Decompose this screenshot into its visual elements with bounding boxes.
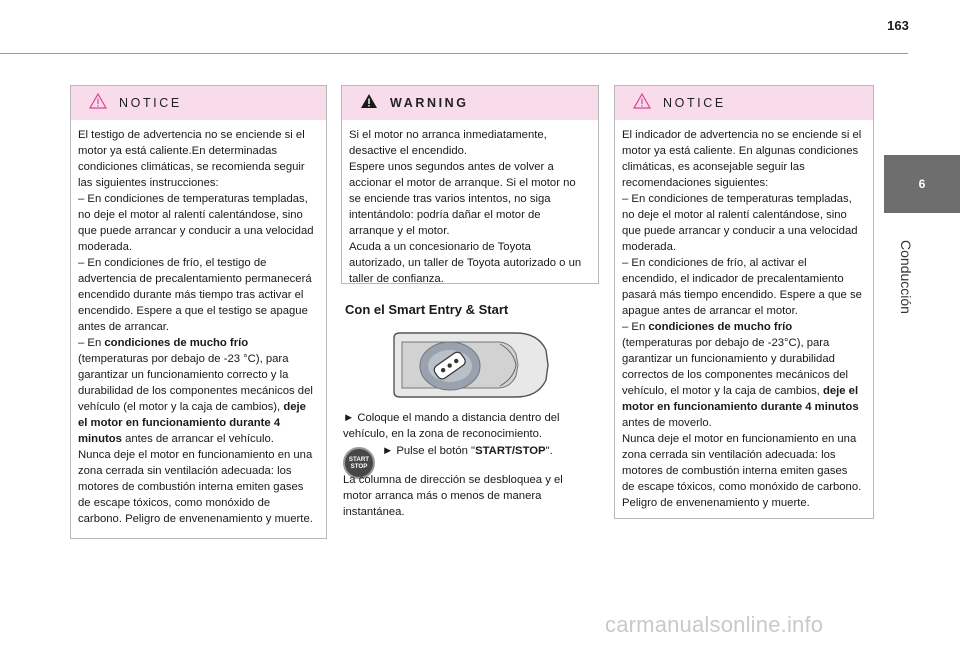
notice-title: NOTICE xyxy=(119,96,182,110)
instruction-result: La columna de dirección se desbloquea y el motor arranca más o menos de manera instantánea. xyxy=(343,474,563,518)
warning-text xyxy=(342,120,598,295)
instruction-press-button: ► Pulse el botón "START/STOP". xyxy=(382,445,553,457)
notice-header xyxy=(71,86,326,120)
warning-header xyxy=(342,86,598,120)
paragraph: – En condiciones de frío, al activar el encendido, el indicador de precalentamiento pasará más tiempo encendido. Espere a que se apague antes de arrancar el motor. xyxy=(622,257,862,317)
notice-box-left xyxy=(70,85,327,539)
chapter-number: 6 xyxy=(918,177,926,191)
notice-box-right xyxy=(614,85,874,519)
notice-header xyxy=(615,86,873,120)
notice-title: NOTICE xyxy=(663,96,726,110)
paragraph: – En condiciones de temperaturas templadas, no deje el motor al ralentí calentándose, sino que puede arrancar y conducir a una velocidad moderada. xyxy=(622,193,858,253)
page-number: 163 xyxy=(887,18,909,33)
paragraph: Nunca deje el motor en funcionamiento en una zona cerrada sin ventilación adecuada: los motores de combustión interna emiten gases de escape tóxicos, como monóxido de carbono. Peligro de envenenamiento y muerte. xyxy=(622,433,862,509)
start-stop-button-icon: START STOP xyxy=(343,447,375,479)
instruction-place-key: ► Coloque el mando a distancia dentro del vehículo, en la zona de reconocimiento. xyxy=(343,412,560,440)
paragraph: – En condiciones de mucho frío (temperaturas por debajo de -23°C), para garantizar un funcionamiento y durabilidad correctos de los componentes mecánicos del vehículo, el motor y la caja de cambios, deje el motor en funcionamiento durante 4 minutos antes de moverlo. xyxy=(622,321,859,429)
chapter-label: Conducción xyxy=(898,240,914,314)
warning-box xyxy=(341,85,599,284)
warning-triangle-icon xyxy=(89,93,107,114)
section-title: Con el Smart Entry & Start xyxy=(345,302,509,317)
warning-triangle-icon xyxy=(360,93,378,114)
warning-triangle-icon xyxy=(633,93,651,114)
paragraph: Espere unos segundos antes de volver a accionar el motor de arranque. Si el motor no se enciende tras varios intentos, no siga intentándolo: podría dañar el motor de arranque y el motor. xyxy=(349,161,576,237)
paragraph: Si el motor no arranca inmediatamente, desactive el encendido. xyxy=(349,129,547,157)
notice-text xyxy=(71,120,326,535)
chapter-tab[interactable] xyxy=(884,155,960,213)
paragraph: El testigo de advertencia no se enciende si el motor ya está caliente.En determinadas condiciones climáticas, se recomienda seguir las siguientes instrucciones: xyxy=(78,129,305,189)
paragraph: Nunca deje el motor en funcionamiento en una zona cerrada sin ventilación adecuada: los motores de combustión interna emiten gases de escape tóxicos, como monóxido de carbono. Peligro de envenenamiento y muerte. xyxy=(78,449,313,525)
top-divider xyxy=(0,53,908,54)
car-key-zone-illustration xyxy=(388,330,550,400)
paragraph: – En condiciones de mucho frío (temperaturas por debajo de -23 °C), para garantizar un funcionamiento correcto y la durabilidad de los componentes mecánicos del vehículo (el motor y la caja de cambios), deje el motor en funcionamiento durante 4 minutos antes de arrancar el vehículo. xyxy=(78,337,313,445)
paragraph: – En condiciones de temperaturas templadas, no deje el motor al ralentí calentándose, sino que puede arrancar y conducir a una velocidad moderada. xyxy=(78,193,314,253)
warning-title: WARNING xyxy=(390,96,469,110)
paragraph: Acuda a un concesionario de Toyota autorizado, un taller de Toyota autorizado o un taller de confianza. xyxy=(349,241,582,285)
notice-text xyxy=(615,120,873,519)
paragraph: – En condiciones de frío, el testigo de advertencia de precalentamiento permanecerá encendido durante más tiempo tras activar el encendido. Espere a que el testigo se apague antes de arrancar. xyxy=(78,257,312,333)
paragraph: El indicador de advertencia no se enciende si el motor ya está caliente. En algunas condiciones climáticas, es aconsejable seguir las recomendaciones siguientes: xyxy=(622,129,862,189)
watermark: carmanualsonline.info xyxy=(605,612,824,637)
